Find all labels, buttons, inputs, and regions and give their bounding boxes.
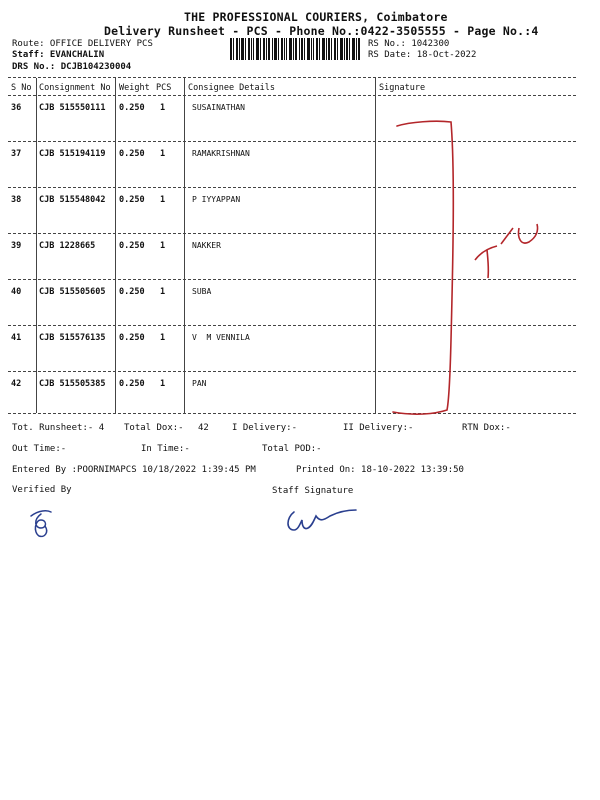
row-consignment: CJB 515194119 xyxy=(39,149,106,159)
in-time: In Time:- xyxy=(141,444,190,454)
col-header-consignee: Consignee Details xyxy=(188,83,275,93)
row-pcs: 1 xyxy=(160,149,166,159)
row-pcs: 1 xyxy=(160,379,166,389)
col-header-signature: Signature xyxy=(379,83,426,93)
rs-date: RS Date: 18-Oct-2022 xyxy=(368,50,477,60)
col-divider-pcs xyxy=(184,78,185,413)
row-consignment: CJB 515505385 xyxy=(39,379,106,389)
staff-signature xyxy=(280,500,360,540)
row-pcs: 1 xyxy=(160,333,166,343)
row-consignee: SUSAINATHAN xyxy=(192,103,245,112)
row-consignee: V M VENNILA xyxy=(192,333,250,342)
i-delivery: I Delivery:- xyxy=(232,423,298,433)
row-weight: 0.250 xyxy=(119,149,145,159)
row-consignment: CJB 515576135 xyxy=(39,333,106,343)
col-header-sno: S No xyxy=(11,83,32,93)
row-weight: 0.250 xyxy=(119,241,145,251)
runsheet-subtitle: Delivery Runsheet - PCS - Phone No.:0422-3505555 - Page No.:4 xyxy=(104,24,539,38)
table-header-rule xyxy=(8,95,576,96)
row-sno: 39 xyxy=(11,241,22,251)
row-weight: 0.250 xyxy=(119,379,145,389)
row-weight: 0.250 xyxy=(119,195,145,205)
col-header-pcs: PCS xyxy=(156,83,172,93)
red-bracket-signature xyxy=(385,110,565,430)
row-consignee: SUBA xyxy=(192,287,212,296)
row-consignment: CJB 515505605 xyxy=(39,287,106,297)
col-header-weight: Weight xyxy=(119,83,150,93)
tot-runsheet: Tot. Runsheet:- 4 xyxy=(12,423,105,433)
row-pcs: 1 xyxy=(160,195,166,205)
rs-number: RS No.: 1042300 xyxy=(368,39,450,49)
row-sno: 40 xyxy=(11,287,22,297)
entered-by: Entered By :POORNIMAPCS 10/18/2022 1:39:45 PM xyxy=(12,465,256,475)
row-consignee: P IYYAPPAN xyxy=(192,195,241,204)
out-time: Out Time:- xyxy=(12,444,67,454)
row-consignment: CJB 515550111 xyxy=(39,103,106,113)
total-pod: Total POD:- xyxy=(262,444,322,454)
verified-by-label: Verified By xyxy=(12,485,72,495)
col-divider-consignee xyxy=(375,78,376,413)
row-consignee: PAN xyxy=(192,379,207,388)
verified-signature xyxy=(25,506,65,540)
row-sno: 41 xyxy=(11,333,22,343)
row-sno: 36 xyxy=(11,103,22,113)
rtn-dox: RTN Dox:- xyxy=(462,423,511,433)
table-top-rule xyxy=(8,77,576,78)
row-pcs: 1 xyxy=(160,287,166,297)
row-pcs: 1 xyxy=(160,103,166,113)
staff-signature-label: Staff Signature xyxy=(272,486,354,496)
row-sno: 37 xyxy=(11,149,22,159)
company-title: THE PROFESSIONAL COURIERS, Coimbatore xyxy=(184,10,448,24)
row-weight: 0.250 xyxy=(119,103,145,113)
col-divider-consignment xyxy=(115,78,116,413)
row-sno: 42 xyxy=(11,379,22,389)
row-pcs: 1 xyxy=(160,241,166,251)
row-consignment: CJB 1228665 xyxy=(39,241,96,251)
row-consignee: RAMAKRISHNAN xyxy=(192,149,250,158)
row-consignment: CJB 515548042 xyxy=(39,195,106,205)
row-sno: 38 xyxy=(11,195,22,205)
staff-label: Staff: EVANCHALIN xyxy=(12,50,105,60)
barcode xyxy=(230,38,360,60)
route-label: Route: OFFICE DELIVERY PCS xyxy=(12,39,153,49)
total-dox-value: 42 xyxy=(198,423,209,433)
row-weight: 0.250 xyxy=(119,333,145,343)
row-weight: 0.250 xyxy=(119,287,145,297)
printed-on: Printed On: 18-10-2022 13:39:50 xyxy=(296,465,464,475)
col-divider-sno xyxy=(36,78,37,413)
total-dox-label: Total Dox:- xyxy=(124,423,184,433)
col-header-consignment: Consignment No xyxy=(39,83,111,93)
row-consignee: NAKKER xyxy=(192,241,221,250)
ii-delivery: II Delivery:- xyxy=(343,423,414,433)
drs-number: DRS No.: DCJB104230004 xyxy=(12,62,132,72)
